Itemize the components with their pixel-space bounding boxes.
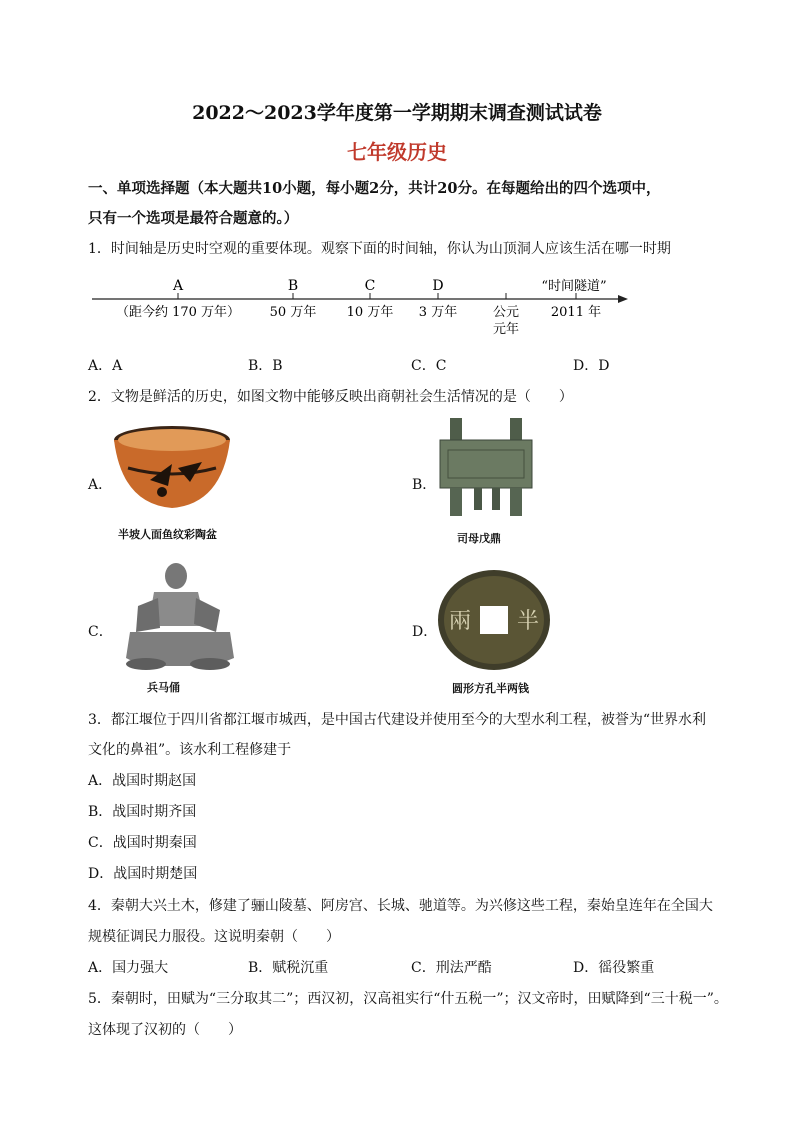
q4-stem-line1: 4．秦朝大兴土木，修建了骊山陵墓、阿房宫、长城、驰道等。为兴修这些工程，秦始皇连年在全国大: [88, 898, 713, 914]
bronze-ding-image: [436, 416, 536, 520]
q4-stem-line2: 规模征调民力服役。这说明秦朝（ ）: [88, 929, 340, 945]
q2-option-a-caption: 半坡人面鱼纹彩陶盆: [118, 528, 217, 541]
q1-option-b: B．B: [248, 358, 283, 374]
section-heading-line1: 一、单项选择题（本大题共10小题，每小题2分，共计20分。在每题给出的四个选项中，: [88, 180, 661, 197]
q2-stem: 2．文物是鲜活的历史，如图文物中能够反映出商朝社会生活情况的是（ ）: [88, 389, 573, 405]
q2-option-d-letter: D．: [412, 624, 438, 640]
q4-option-b: B．赋税沉重: [248, 960, 329, 976]
q5-stem-line2: 这体现了汉初的（ ）: [88, 1022, 242, 1038]
timeline-arrow-icon: [618, 295, 628, 303]
timeline-label-50: 50 万年: [269, 305, 317, 320]
timeline: [88, 272, 638, 340]
coin-char-ban: 半: [516, 609, 540, 634]
exam-subject: 七年级历史: [347, 140, 447, 164]
q3-option-c: C．战国时期秦国: [88, 835, 197, 851]
q1-option-c: C．C: [411, 358, 447, 374]
q2-option-c-letter: C．: [88, 624, 113, 640]
q3-stem-line2: 文化的鼻祖”。该水利工程修建于: [88, 742, 292, 758]
q4-option-c: C．刑法严酷: [411, 960, 492, 976]
q4-option-d: D．徭役繁重: [573, 960, 655, 976]
q1-stem: 1．时间轴是历史时空观的重要体现。观察下面的时间轴，你认为山顶洞人应该生活在哪一时期: [88, 241, 671, 257]
timeline-label-2011: 2011 年: [550, 305, 602, 320]
timeline-tunnel-label: “时间隧道”: [541, 279, 607, 294]
q3-option-d: D．战国时期楚国: [88, 866, 198, 882]
timeline-label-3: 3 万年: [418, 305, 458, 320]
q1-option-d: D．D: [573, 358, 610, 374]
timeline-letter-a: A: [172, 278, 184, 294]
q3-option-a: A．战国时期赵国: [88, 773, 197, 789]
q3-stem-line1: 3．都江堰位于四川省都江堰市城西，是中国古代建设并使用至今的大型水利工程，被誉为“世界水利: [88, 712, 707, 728]
q4-options: [88, 957, 708, 977]
timeline-letter-c: C: [364, 278, 376, 294]
timeline-label-10: 10 万年: [346, 305, 394, 320]
q2-option-c-caption: 兵马俑: [147, 681, 180, 694]
q3-option-b: B．战国时期齐国: [88, 804, 197, 820]
q2-option-d-caption: 圆形方孔半两钱: [452, 682, 529, 695]
banliang-coin-image: [436, 568, 552, 672]
timeline-label-ad1: 公元: [492, 305, 520, 320]
exam-title: 2022～2023学年度第一学期期末调查测试试卷: [192, 102, 602, 124]
terracotta-warrior-image: [118, 562, 238, 672]
q1-options: [88, 355, 708, 375]
q4-option-a: A．国力强大: [88, 960, 169, 976]
timeline-letter-b: B: [287, 278, 299, 294]
q1-option-a: A．A: [88, 358, 123, 374]
timeline-label-ad2: 元年: [492, 322, 520, 337]
coin-char-liang: 兩: [448, 609, 472, 634]
timeline-letter-d: D: [432, 278, 444, 294]
q2-option-a-letter: A．: [88, 477, 113, 493]
q2-option-b-letter: B．: [412, 477, 437, 493]
q5-stem-line1: 5．秦朝时，田赋为“三分取其二”；西汉初，汉高祖实行“什五税一”；汉文帝时，田赋降到“三十税一”。: [88, 991, 728, 1007]
timeline-label-170: （距今约 170 万年）: [115, 305, 241, 320]
painted-pottery-basin-image: [110, 420, 234, 512]
q2-option-b-caption: 司母戊鼎: [457, 532, 501, 545]
section-heading-line2: 只有一个选项是最符合题意的。）: [88, 210, 299, 227]
